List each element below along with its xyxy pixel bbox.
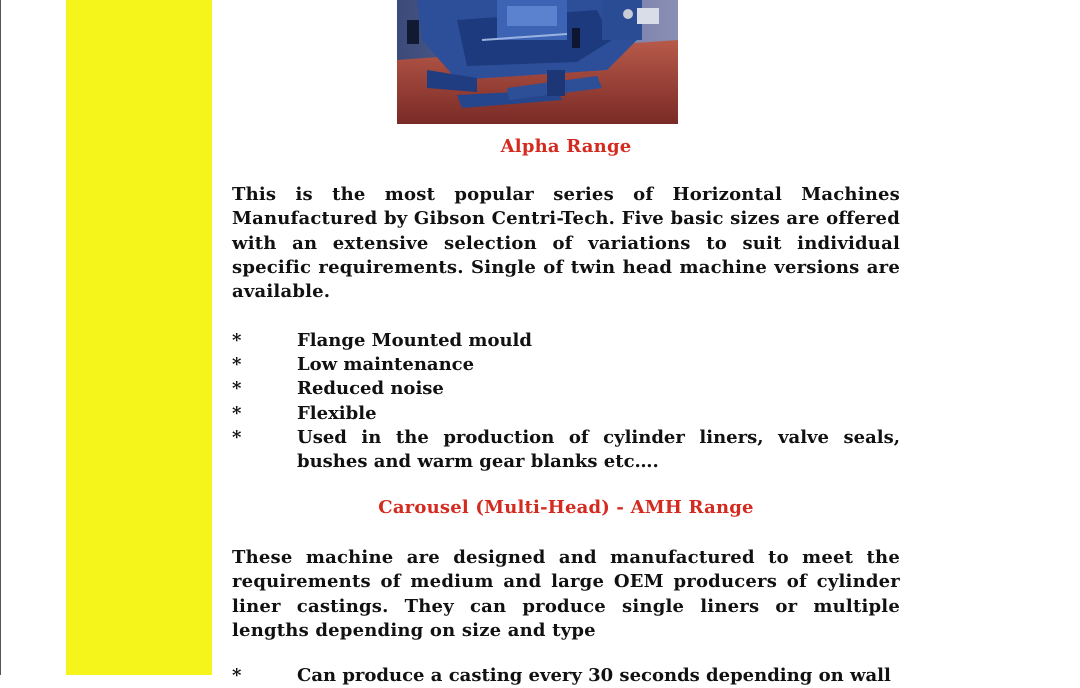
product-photo	[397, 0, 678, 124]
section-heading-text: Alpha Range	[500, 136, 632, 157]
section-paragraph-alpha: This is the most popular series of Horizontal Machines Manufactured by Gibson Centri-Tech. Five basic sizes are offered with an extensive selection of variations to suit individual specific requirements. Single of twin head machine versions are available.	[232, 184, 900, 303]
bullet-star: *	[232, 426, 242, 448]
section-heading-alpha-range	[232, 136, 900, 157]
list-item-text: Flange Mounted mould	[297, 330, 532, 351]
section-heading-carousel-amh-range	[232, 497, 900, 518]
list-item	[232, 353, 900, 377]
section-heading-text: Carousel (Multi-Head) - AMH Range	[378, 497, 754, 518]
bullet-star: *	[232, 354, 242, 376]
bullet-star: *	[232, 378, 242, 400]
list-item-text: Can produce a casting every 30 seconds depending on wall	[297, 665, 891, 686]
bullet-star: *	[232, 665, 242, 686]
list-item-text: Low maintenance	[297, 354, 475, 376]
bullet-star: *	[232, 402, 242, 424]
section-paragraph-carousel: These machine are designed and manufactured to meet the requirements of medium and large OEM producers of cylinder liner castings. They can produce single liners or multiple lengths depending on size and type	[232, 547, 900, 641]
list-item	[232, 377, 900, 401]
casting-machine-image	[397, 0, 678, 124]
page-border	[0, 0, 1, 675]
side-color-band	[66, 0, 212, 675]
list-item-text: Flexible	[297, 402, 377, 424]
bullet-star: *	[232, 330, 242, 351]
list-item-text: Reduced noise	[297, 378, 444, 400]
list-item	[232, 664, 900, 688]
list-item	[232, 426, 900, 474]
list-item	[232, 402, 900, 426]
list-item	[232, 329, 900, 353]
list-item-text: Used in the production of cylinder liners, valve seals, bushes and warm gear blanks etc….	[297, 426, 900, 473]
feature-list-carousel	[232, 664, 900, 688]
feature-list-alpha	[232, 329, 900, 474]
